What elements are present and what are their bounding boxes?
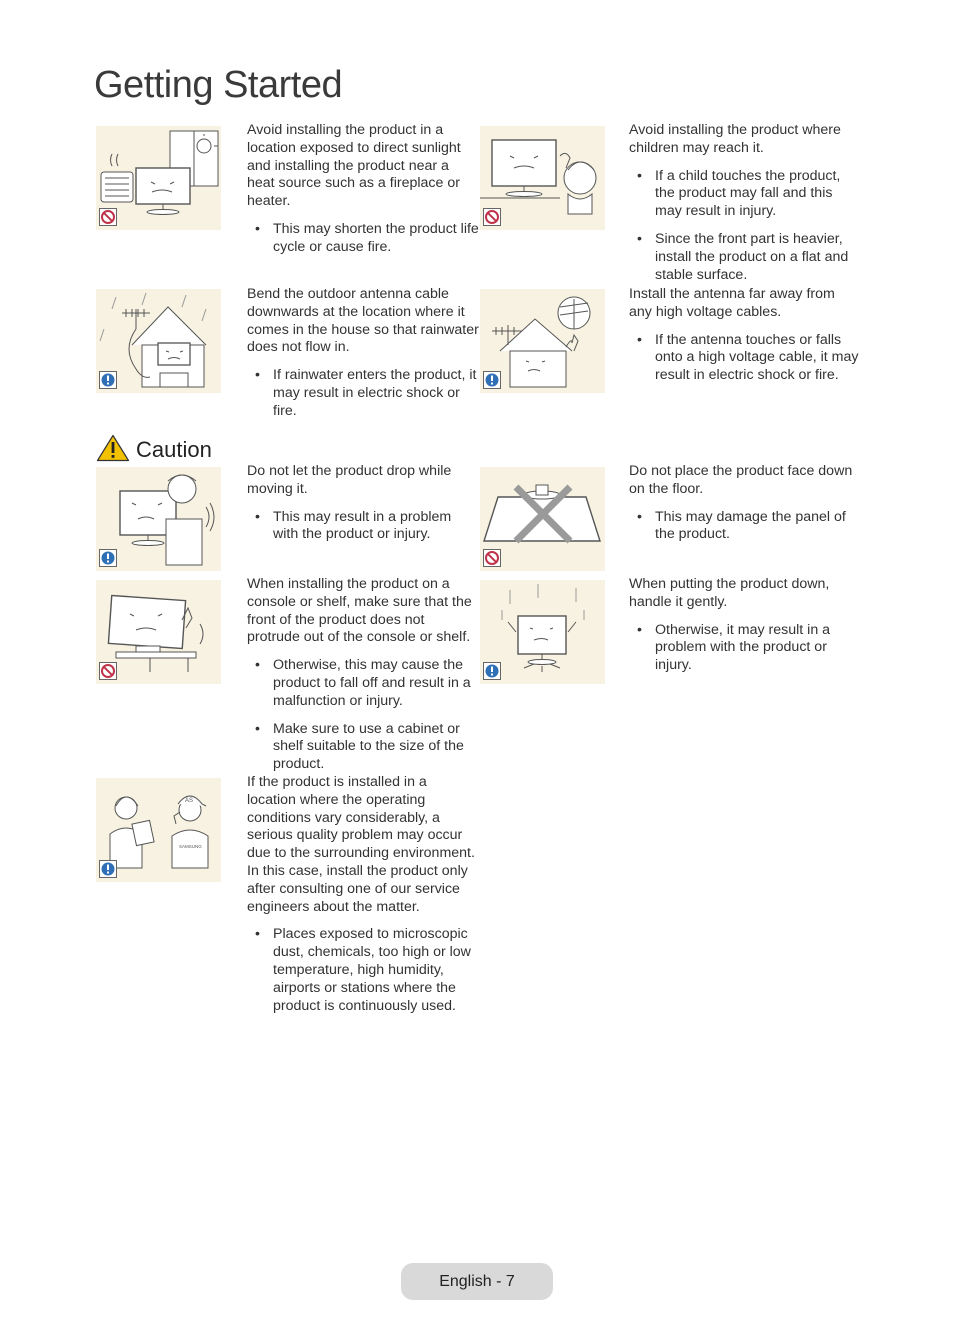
list-item: • If a child touches the product, the product may fall and this may result in injury. [629,168,861,221]
prohibited-icon [483,549,501,567]
children-reach-illustration [480,126,605,230]
page-title: Getting Started [94,64,343,106]
list-item: • Since the front part is heavier, install the product on a flat and stable surface. [629,231,861,284]
item-description: When installing the product on a console or shelf, make sure that the front of the product does not protrude out of the console or shelf. [247,576,472,646]
item-bullets [247,367,479,420]
mandatory-icon [483,662,501,680]
item-description: When putting the product down, handle it gently. [629,576,830,610]
item-text-block [247,463,479,554]
item-description: Do not let the product drop while moving it. [247,463,452,497]
sunlight-heater-illustration [96,126,221,230]
service-engineer-illustration [96,778,221,882]
list-item: • This may shorten the product life cycle or cause fire. [247,221,479,257]
item-description: Bend the outdoor antenna cable downwards at the location where it comes in the house so that rainwater does not flow in. [247,286,479,356]
cap-label: AS [185,798,194,804]
prohibited-icon [483,208,501,226]
face-down-illustration [480,467,605,571]
item-text-block [247,774,479,1025]
item-bullets [247,509,479,545]
list-item: • Make sure to use a cabinet or shelf suitable to the size of the product. [247,721,479,774]
list-item: • Places exposed to microscopic dust, chemicals, too high or low temperature, high humidity, airports or stations where the product is continuously used. [247,926,479,1015]
console-shelf-illustration [96,580,221,684]
item-description: Install the antenna far away from any high voltage cables. [629,286,835,320]
high-voltage-antenna-illustration [480,289,605,393]
mandatory-icon [99,860,117,878]
item-bullets [629,509,861,545]
item-text-block [247,122,479,267]
item-bullets [629,622,861,675]
caution-label: Caution [136,437,212,462]
shirt-label: SAMSUNG [179,844,202,849]
prohibited-icon [99,208,117,226]
item-description: Avoid installing the product where children may reach it. [629,122,841,156]
list-item: • This may damage the panel of the product. [629,509,861,545]
warning-triangle-icon [96,434,130,462]
item-bullets [247,657,479,774]
mandatory-icon [99,371,117,389]
item-text-block [247,286,479,431]
mandatory-icon [99,549,117,567]
list-item: • Otherwise, it may result in a problem with the product or injury. [629,622,861,675]
mandatory-icon [483,371,501,389]
list-item: • Otherwise, this may cause the product to fall off and result in a malfunction or injury. [247,657,479,710]
list-item: • This may result in a problem with the product or injury. [247,509,479,545]
list-item: • If the antenna touches or falls onto a high voltage cable, it may result in electric shock or fire. [629,332,861,385]
item-text-block [629,122,861,294]
item-bullets [629,332,861,385]
item-text-block [629,576,861,685]
antenna-rainwater-illustration [96,289,221,393]
item-bullets [629,168,861,285]
drop-while-moving-illustration [96,467,221,571]
item-text-block [247,576,479,784]
prohibited-icon [99,662,117,680]
item-description: Avoid installing the product in a location exposed to direct sunlight and installing the product near a heat source such as a fireplace or heater. [247,122,461,210]
item-description: Do not place the product face down on the floor. [629,463,853,497]
item-bullets [247,221,479,257]
item-description: If the product is installed in a location where the operating conditions vary considerably, a serious quality problem may occur due to the surrounding environment. In this case, install the product only after consulting one of our service engineers about the matter. [247,774,475,915]
item-text-block [629,463,861,554]
list-item: • If rainwater enters the product, it may result in electric shock or fire. [247,367,479,420]
page-number-badge: English - 7 [401,1263,553,1300]
item-bullets [247,926,479,1015]
put-down-gently-illustration [480,580,605,684]
item-text-block [629,286,861,395]
